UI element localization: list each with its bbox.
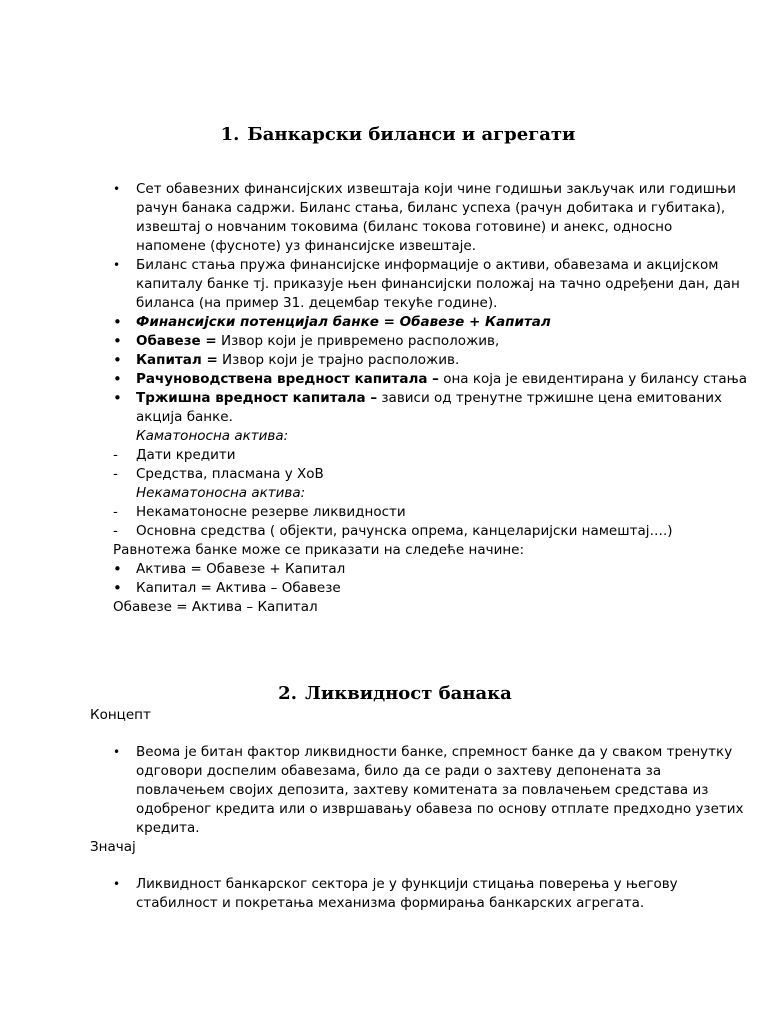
text-line: напомене (фусноте) уз финансијске извештаје.: [136, 238, 477, 254]
dash-marker: -: [113, 504, 118, 520]
racunovodstvena-text: она која је евидентирана у билансу стања: [438, 371, 748, 387]
dash-marker: -: [113, 447, 118, 463]
text-line: акција банке.: [136, 409, 233, 425]
obaveze-definition: [136, 332, 499, 351]
koncept-label: Концепт: [90, 707, 151, 723]
bullet-dot: •: [113, 258, 121, 272]
list-item: Дати кредити: [136, 447, 236, 463]
list-item: Основна средства ( објекти, рачунска опрема, канцеларијски намештај….): [136, 523, 673, 539]
list-item: Средства, пласмана у ХоВ: [136, 466, 324, 482]
text-line: Биланс стања пружа финансијске информације о активи, обавезама и акцијском: [136, 257, 719, 273]
obaveze-term: Обавезе =: [136, 333, 217, 349]
list-item: Некаматоносне резерве ликвидности: [136, 504, 406, 520]
trzisna-text: зависи од тренутне тржишне цена емитованих: [377, 390, 723, 406]
bullet-dot: •: [113, 389, 122, 407]
racunovodstvena-term: Рачуноводствена вредност капитала –: [136, 371, 439, 387]
znacaj-label: Значај: [90, 839, 136, 855]
section2-number: 2.: [278, 683, 297, 704]
equation: Актива = Обавезе + Капитал: [136, 561, 346, 577]
bullet-dot: •: [113, 745, 121, 759]
section1-title: Банкарски биланси и агрегати: [247, 124, 576, 145]
text-line: одобреног кредита или о извршавању обавеза по основу отплате предходно узетих: [136, 801, 744, 817]
racunovodstvena-definition: [136, 370, 747, 389]
kapital-term: Капитал =: [136, 352, 218, 368]
text-line: одговори доспелим обавезама, било да се ради о захтеву депонената за: [136, 763, 662, 779]
bullet-dot: •: [113, 560, 122, 578]
equation: Обавезе = Актива – Капитал: [113, 599, 318, 615]
section1-number: 1.: [220, 124, 240, 145]
dash-marker: -: [113, 466, 118, 482]
bullet-dot: •: [113, 579, 122, 597]
bullet-dot: •: [113, 351, 122, 369]
text-line: Ликвидност банкарског сектора је у функцији стицања поверења у његову: [136, 876, 678, 892]
kapital-text: Извор који је трајно расположив.: [217, 352, 460, 368]
bullet-dot: •: [113, 332, 122, 350]
text-line: стабилност и покретања механизма формирања банкарских агрегата.: [136, 895, 645, 911]
section1-heading: [0, 124, 768, 146]
bullet-dot: •: [113, 182, 121, 196]
dash-marker: -: [113, 523, 118, 539]
section2-heading: [0, 683, 768, 705]
trzisna-term: Тржишна вредност капитала –: [136, 390, 378, 406]
text-line: рачун банака садржи. Биланс стања, биланс успеха (рачун добитака и губитака),: [136, 200, 726, 216]
bullet-dot: •: [113, 370, 122, 388]
text-line: кредита.: [136, 820, 200, 836]
obaveze-text: Извор који је привремено расположив,: [216, 333, 500, 349]
text-line: повлачењем својих депозита, захтеву комитената за повлачењем средстава из: [136, 782, 709, 798]
equation: Капитал = Актива – Обавезе: [136, 580, 341, 596]
text-line: биланса (на пример 31. децембар текуће године).: [136, 295, 498, 311]
kamatonosna-label: Каматоносна актива:: [136, 428, 289, 444]
capital-formula: Финансијски потенцијал банке = Обавезе + Капитал: [136, 314, 551, 330]
text-line: капиталу банке тј. приказује њен финансијски положај на тачно одређени дан, дан: [136, 276, 740, 292]
bullet-dot: •: [113, 313, 122, 331]
bullet-dot: •: [113, 877, 121, 891]
ravnoteza-text: Равнотежа банке може се приказати на следеће начине:: [113, 542, 525, 558]
kapital-definition: [136, 351, 459, 370]
nekamatonosna-label: Некаматоносна актива:: [136, 485, 306, 501]
trzisna-definition: [136, 389, 722, 408]
text-line: извештај о новчаним токовима (биланс токова готовине) и анекс, односно: [136, 219, 673, 235]
text-line: Сет обавезних финансијских извештаја који чине годишњи закључак или годишњи: [136, 181, 736, 197]
text-line: Веома је битан фактор ликвидности банке, спремност банке да у сваком тренутку: [136, 744, 733, 760]
section2-title: Ликвидност банака: [304, 683, 512, 704]
